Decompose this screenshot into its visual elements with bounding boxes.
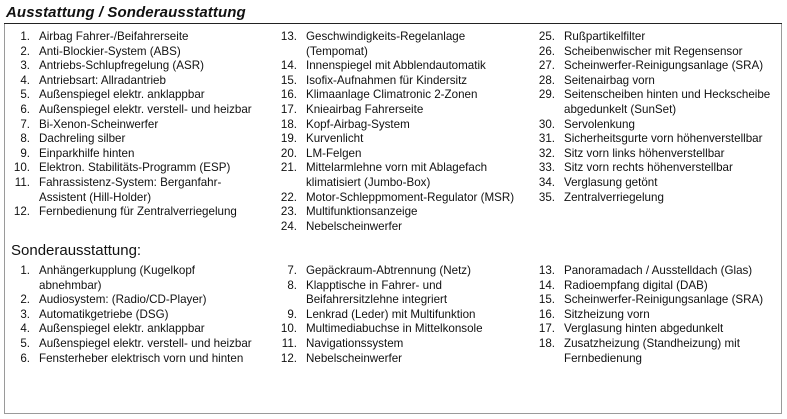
item-text: Multifunktionsanzeige (306, 205, 418, 219)
item-text: Sitz vorn links höhenverstellbar (564, 146, 725, 160)
item-number: 4. (20, 322, 30, 336)
item-number: 7. (287, 264, 297, 277)
item-number: 9. (20, 146, 30, 160)
sonder-column-1 (9, 264, 274, 366)
item-text: Anti-Blockier-System (ABS) (39, 44, 181, 58)
item-text: Isofix-Aufnahmen für Kindersitz (306, 73, 468, 87)
list-item (276, 132, 536, 147)
list-item (534, 264, 780, 279)
list-item (534, 293, 780, 308)
list-item (9, 103, 274, 118)
item-text: Fernbedienung für Zentralverriegelung (39, 205, 237, 219)
item-text: Außenspiegel elektr. verstell- und heizbar (39, 336, 252, 350)
item-text: Motor-Schleppmoment-Regulator (MSR) (306, 190, 515, 204)
item-text: Lenkrad (Leder) mit Multifunktion (306, 307, 476, 321)
list-item (276, 103, 536, 118)
item-number: 3. (20, 59, 30, 73)
list-item (9, 176, 274, 205)
item-text: Kurvenlicht (306, 132, 364, 146)
list-item (534, 279, 780, 294)
list-item (534, 322, 780, 337)
item-number: 28. (538, 73, 555, 87)
item-text: Innenspiegel mit Abblendautomatik (306, 59, 486, 73)
list-item (534, 88, 780, 117)
item-number: 22. (280, 190, 297, 204)
list-item (9, 308, 274, 323)
item-number: 8. (287, 278, 297, 292)
item-number: 11. (281, 336, 297, 350)
list-item (9, 293, 274, 308)
item-number: 2. (20, 44, 30, 58)
list-item (534, 191, 780, 206)
item-number: 1. (20, 264, 30, 277)
item-number: 10. (280, 322, 297, 336)
item-number: 19. (280, 132, 297, 146)
item-text: Anhängerkupplung (Kugelkopf abnehmbar) (39, 264, 195, 292)
list-item (9, 30, 274, 45)
item-number: 11. (14, 175, 30, 189)
item-text: Seitenscheiben hinten und Heckscheibe abgedunkelt (SunSet) (564, 88, 771, 116)
item-text: Klimaanlage Climatronic 2-Zonen (306, 88, 478, 102)
item-number: 1. (20, 30, 30, 43)
section-title-sonderausstattung: Sonderausstattung: (11, 242, 142, 259)
item-text: Panoramadach / Ausstelldach (Glas) (564, 264, 753, 277)
item-number: 13. (538, 264, 555, 277)
list-item (9, 74, 274, 89)
list-item (276, 322, 536, 337)
list-item (276, 264, 536, 279)
item-text: Navigationssystem (306, 336, 404, 350)
list-item (534, 176, 780, 191)
sonder-column-2 (276, 264, 536, 366)
item-text: Nebelscheinwerfer (306, 351, 403, 365)
list-item (9, 147, 274, 162)
list-item (276, 337, 536, 352)
item-number: 13. (280, 30, 297, 43)
list-item (276, 161, 536, 190)
item-number: 5. (20, 88, 30, 102)
item-number: 25. (538, 30, 555, 43)
item-number: 29. (538, 88, 555, 102)
item-number: 21. (280, 161, 297, 175)
item-number: 23. (280, 205, 297, 219)
list-item (276, 308, 536, 323)
item-number: 31. (538, 132, 555, 146)
item-text: Knieairbag Fahrerseite (306, 102, 424, 116)
list-item (9, 205, 274, 220)
item-text: Scheibenwischer mit Regensensor (564, 44, 743, 58)
item-text: Gepäckraum-Abtrennung (Netz) (306, 264, 471, 277)
item-number: 15. (280, 73, 297, 87)
list-item (534, 74, 780, 89)
list-item (276, 220, 536, 235)
item-text: Mittelarmlehne vorn mit Ablagefach klimatisiert (Jumbo-Box) (306, 161, 488, 189)
item-number: 14. (280, 59, 297, 73)
item-text: Antriebsart: Allradantrieb (39, 73, 166, 87)
item-number: 4. (20, 73, 30, 87)
page-title: Ausstattung / Sonderausstattung (6, 4, 246, 21)
item-number: 34. (538, 175, 555, 189)
list-item (9, 132, 274, 147)
item-text: Außenspiegel elektr. anklappbar (39, 322, 205, 336)
item-text: Fensterheber elektrisch vorn und hinten (39, 351, 244, 365)
list-item (534, 337, 780, 366)
list-item (276, 74, 536, 89)
list-item (9, 45, 274, 60)
item-number: 33. (538, 161, 555, 175)
list-item (276, 88, 536, 103)
item-text: Elektron. Stabilitäts-Programm (ESP) (39, 161, 231, 175)
item-text: Verglasung hinten abgedunkelt (564, 322, 724, 336)
item-number: 7. (20, 117, 30, 131)
item-number: 3. (20, 307, 30, 321)
item-number: 17. (538, 322, 555, 336)
list-item (9, 118, 274, 133)
item-text: Fahrassistenz-System: Berganfahr- Assistent (Hill-Holder) (39, 175, 222, 204)
item-text: Multimediabuchse in Mittelkonsole (306, 322, 483, 336)
item-number: 10. (13, 161, 30, 175)
list-item (534, 161, 780, 176)
item-number: 15. (538, 293, 555, 307)
item-number: 24. (280, 219, 297, 233)
list-item (276, 118, 536, 133)
item-text: Seitenairbag vorn (564, 73, 655, 87)
ausstattung-column-2 (276, 30, 536, 234)
item-number: 20. (280, 146, 297, 160)
item-number: 12. (13, 205, 30, 219)
ausstattung-column-3 (534, 30, 780, 205)
list-item (276, 59, 536, 74)
list-item (276, 279, 536, 308)
list-item (276, 30, 536, 59)
item-text: LM-Felgen (306, 146, 362, 160)
item-text: Rußpartikelfilter (564, 30, 646, 43)
list-item (534, 132, 780, 147)
ausstattung-column-1 (9, 30, 274, 220)
item-text: Audiosystem: (Radio/CD-Player) (39, 293, 207, 307)
item-text: Airbag Fahrer-/Beifahrerseite (39, 30, 189, 43)
item-number: 16. (280, 88, 297, 102)
item-number: 6. (20, 351, 30, 365)
list-item (534, 30, 780, 45)
item-text: Geschwindigkeits-Regelanlage (Tempomat) (306, 30, 466, 58)
item-text: Sicherheitsgurte vorn höhenverstellbar (564, 132, 763, 146)
item-text: Sitz vorn rechts höhenverstellbar (564, 161, 733, 175)
list-item (9, 322, 274, 337)
item-number: 26. (538, 44, 555, 58)
item-number: 27. (538, 59, 555, 73)
item-number: 18. (280, 117, 297, 131)
item-number: 6. (20, 102, 30, 116)
item-text: Zusatzheizung (Standheizung) mit Fernbedienung (564, 336, 740, 365)
list-item (276, 191, 536, 206)
item-text: Einparkhilfe hinten (39, 146, 135, 160)
item-text: Bi-Xenon-Scheinwerfer (39, 117, 159, 131)
item-text: Zentralverriegelung (564, 190, 664, 204)
list-item (9, 352, 274, 367)
item-number: 32. (538, 146, 555, 160)
item-number: 30. (538, 117, 555, 131)
item-text: Außenspiegel elektr. verstell- und heizbar (39, 102, 252, 116)
item-text: Verglasung getönt (564, 175, 658, 189)
list-item (9, 59, 274, 74)
item-text: Servolenkung (564, 117, 635, 131)
list-item (534, 118, 780, 133)
item-text: Scheinwerfer-Reinigungsanlage (SRA) (564, 59, 764, 73)
item-text: Automatikgetriebe (DSG) (39, 307, 169, 321)
item-number: 18. (538, 336, 555, 350)
item-text: Außenspiegel elektr. anklappbar (39, 88, 205, 102)
list-item (534, 45, 780, 60)
item-number: 16. (538, 307, 555, 321)
list-item (276, 147, 536, 162)
item-number: 14. (538, 278, 555, 292)
list-item (276, 205, 536, 220)
item-number: 9. (287, 307, 297, 321)
item-text: Radioempfang digital (DAB) (564, 278, 708, 292)
item-text: Nebelscheinwerfer (306, 219, 403, 233)
item-number: 2. (20, 293, 30, 307)
sonder-column-3 (534, 264, 780, 366)
item-text: Scheinwerfer-Reinigungsanlage (SRA) (564, 293, 764, 307)
list-item (276, 352, 536, 367)
item-text: Sitzheizung vorn (564, 307, 650, 321)
list-item (9, 337, 274, 352)
item-number: 5. (20, 336, 30, 350)
list-item (9, 88, 274, 103)
list-item (534, 147, 780, 162)
item-number: 35. (538, 190, 555, 204)
list-item (9, 161, 274, 176)
item-number: 12. (280, 351, 297, 365)
item-number: 8. (20, 132, 30, 146)
item-text: Klapptische in Fahrer- und Beifahrersitzlehne integriert (306, 278, 448, 307)
item-text: Kopf-Airbag-System (306, 117, 410, 131)
item-text: Antriebs-Schlupfregelung (ASR) (39, 59, 204, 73)
item-text: Dachreling silber (39, 132, 126, 146)
list-item (534, 59, 780, 74)
item-number: 17. (280, 102, 297, 116)
list-item (534, 308, 780, 323)
list-item (9, 264, 274, 293)
